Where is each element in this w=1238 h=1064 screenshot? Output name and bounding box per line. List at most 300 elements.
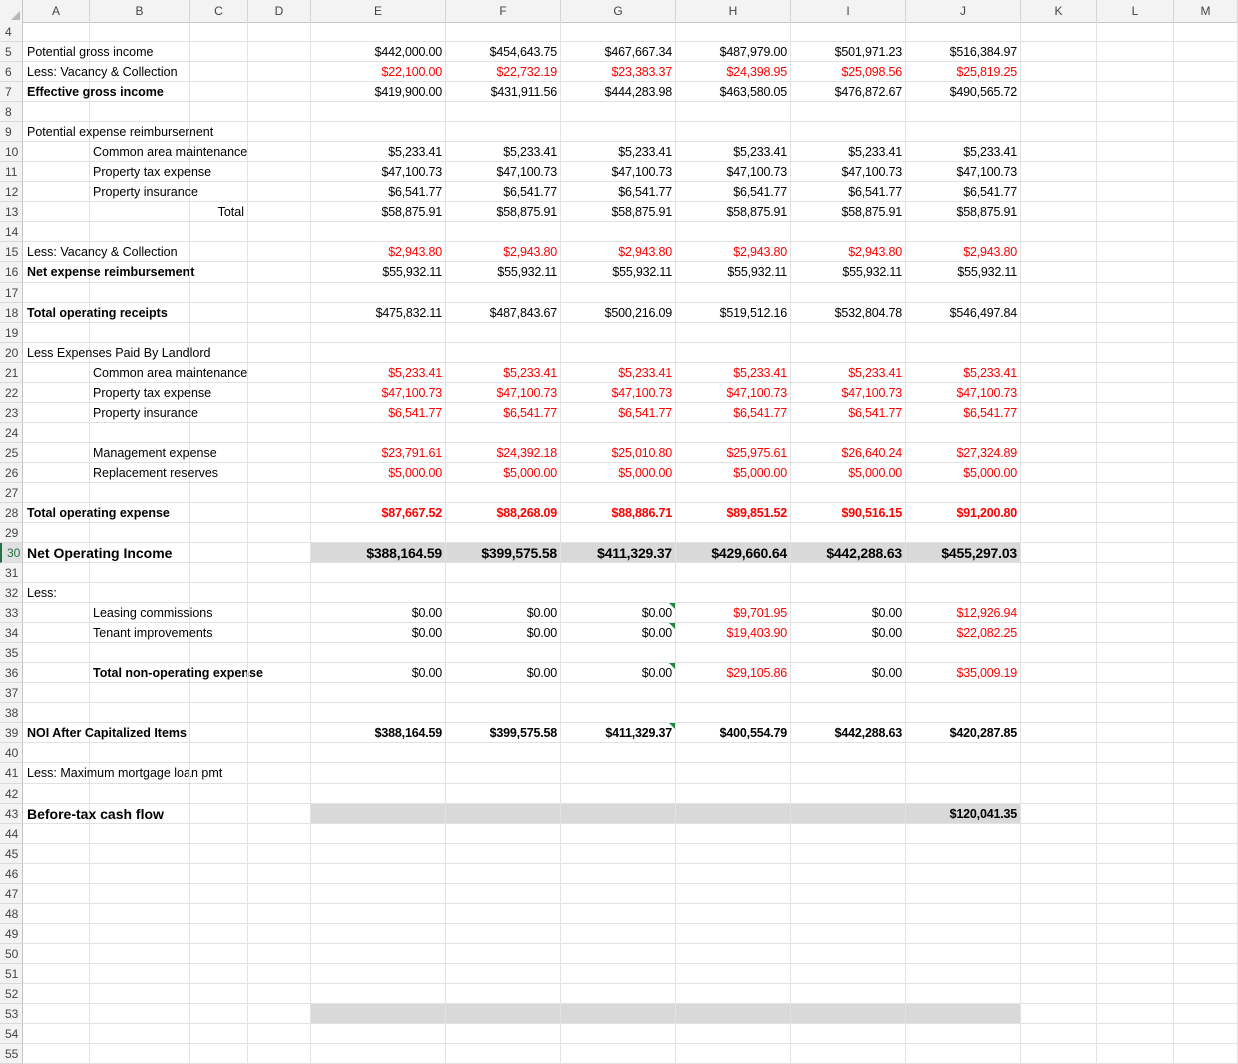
cell[interactable] <box>1021 844 1097 864</box>
cell[interactable] <box>446 984 561 1004</box>
cell[interactable] <box>1097 844 1174 864</box>
select-all-corner[interactable] <box>0 0 23 22</box>
cell[interactable] <box>23 303 168 323</box>
cell[interactable]: $500,216.09 <box>561 303 676 323</box>
row-header[interactable]: 27 <box>0 483 23 503</box>
cell[interactable] <box>248 403 311 423</box>
cell[interactable]: $5,233.41 <box>446 142 561 162</box>
cell[interactable] <box>248 603 311 623</box>
cell[interactable] <box>90 303 190 323</box>
cell[interactable]: $6,541.77 <box>311 182 446 202</box>
cell[interactable]: $5,000.00 <box>676 463 791 483</box>
cell[interactable] <box>1174 303 1238 323</box>
cell[interactable] <box>1097 423 1174 443</box>
column-header-c[interactable]: C <box>190 0 248 22</box>
cell[interactable] <box>791 864 906 884</box>
cell[interactable] <box>23 423 90 443</box>
row-header[interactable]: 26 <box>0 463 23 483</box>
row-header[interactable]: 15 <box>0 242 23 262</box>
cell[interactable] <box>1174 723 1238 743</box>
cell[interactable] <box>90 964 190 984</box>
cell[interactable] <box>311 784 446 804</box>
cell[interactable] <box>1021 683 1097 703</box>
cell[interactable] <box>561 563 676 583</box>
cell[interactable] <box>190 82 248 102</box>
cell[interactable]: $5,000.00 <box>561 463 676 483</box>
cell[interactable] <box>446 102 561 122</box>
cell[interactable] <box>1174 383 1238 403</box>
cell[interactable] <box>190 623 248 643</box>
cell[interactable] <box>1174 543 1238 563</box>
cell[interactable] <box>23 1044 90 1064</box>
cell[interactable] <box>1021 723 1097 743</box>
cell[interactable] <box>1021 703 1097 723</box>
cell[interactable] <box>311 102 446 122</box>
cell[interactable] <box>90 22 190 42</box>
cell[interactable] <box>23 483 90 503</box>
cell[interactable]: $6,541.77 <box>561 403 676 423</box>
cell[interactable] <box>1021 643 1097 663</box>
cell[interactable] <box>561 763 676 783</box>
cell[interactable] <box>1097 82 1174 102</box>
cell[interactable] <box>906 683 1021 703</box>
cell[interactable]: $25,819.25 <box>906 62 1021 82</box>
cell[interactable]: $47,100.73 <box>311 383 446 403</box>
cell[interactable] <box>248 884 311 904</box>
cell[interactable] <box>1174 824 1238 844</box>
cell[interactable] <box>190 944 248 964</box>
cell[interactable] <box>791 844 906 864</box>
cell[interactable] <box>1174 222 1238 242</box>
cell[interactable] <box>23 964 90 984</box>
cell[interactable]: $2,943.80 <box>676 242 791 262</box>
cell[interactable] <box>248 363 311 383</box>
cell[interactable] <box>248 703 311 723</box>
cell[interactable] <box>1097 42 1174 62</box>
cell[interactable] <box>1021 383 1097 403</box>
cell[interactable]: $47,100.73 <box>311 162 446 182</box>
cell[interactable] <box>446 944 561 964</box>
cell[interactable] <box>791 643 906 663</box>
cell[interactable] <box>190 242 248 262</box>
cell[interactable]: $0.00 <box>791 663 906 683</box>
cell[interactable] <box>561 583 676 603</box>
column-header-j[interactable]: J <box>906 0 1021 22</box>
cell[interactable] <box>1021 142 1097 162</box>
cell[interactable]: $90,516.15 <box>791 503 906 523</box>
row-header[interactable]: 24 <box>0 423 23 443</box>
cell[interactable] <box>90 82 190 102</box>
cell[interactable] <box>90 182 198 202</box>
cell[interactable] <box>23 743 90 763</box>
cell[interactable] <box>446 343 561 363</box>
cell[interactable] <box>23 784 90 804</box>
cell[interactable]: $47,100.73 <box>791 383 906 403</box>
cell[interactable] <box>1021 824 1097 844</box>
cell[interactable] <box>1021 343 1097 363</box>
cell[interactable]: $24,392.18 <box>446 443 561 463</box>
cell[interactable] <box>23 643 90 663</box>
cell[interactable]: Total <box>190 202 248 222</box>
cell[interactable]: $47,100.73 <box>676 162 791 182</box>
cell[interactable] <box>1097 603 1174 623</box>
cell[interactable] <box>23 62 178 82</box>
cell[interactable] <box>906 824 1021 844</box>
cell[interactable] <box>1097 723 1174 743</box>
cell[interactable] <box>90 122 190 142</box>
column-header-m[interactable]: M <box>1174 0 1238 22</box>
column-header-d[interactable]: D <box>248 0 311 22</box>
cell[interactable] <box>311 763 446 783</box>
cell[interactable] <box>1097 262 1174 282</box>
row-header[interactable]: 46 <box>0 864 23 884</box>
cell[interactable] <box>23 763 223 783</box>
cell[interactable] <box>1097 122 1174 142</box>
cell[interactable] <box>190 904 248 924</box>
cell[interactable]: $9,701.95 <box>676 603 791 623</box>
cell[interactable] <box>23 563 90 583</box>
cell[interactable]: $467,667.34 <box>561 42 676 62</box>
cell[interactable] <box>1097 463 1174 483</box>
cell[interactable] <box>23 824 90 844</box>
cell[interactable] <box>446 523 561 543</box>
cell[interactable] <box>446 763 561 783</box>
cell[interactable] <box>311 683 446 703</box>
cell[interactable] <box>190 603 248 623</box>
cell[interactable] <box>1021 102 1097 122</box>
cell[interactable] <box>1174 82 1238 102</box>
cell[interactable] <box>1021 583 1097 603</box>
cell[interactable] <box>446 283 561 303</box>
cell[interactable] <box>1097 583 1174 603</box>
cell[interactable] <box>1097 503 1174 523</box>
row-header[interactable]: 11 <box>0 162 23 182</box>
cell[interactable]: $87,667.52 <box>311 503 446 523</box>
cell[interactable]: $25,975.61 <box>676 443 791 463</box>
cell[interactable] <box>1174 62 1238 82</box>
cell[interactable] <box>446 1044 561 1064</box>
cell[interactable] <box>906 864 1021 884</box>
cell[interactable] <box>1174 703 1238 723</box>
cell[interactable] <box>248 643 311 663</box>
cell[interactable]: $55,932.11 <box>311 262 446 282</box>
cell[interactable] <box>791 784 906 804</box>
cell[interactable] <box>90 1024 190 1044</box>
cell[interactable] <box>791 884 906 904</box>
cell[interactable] <box>190 683 248 703</box>
cell[interactable] <box>1097 242 1174 262</box>
cell[interactable]: $0.00 <box>311 663 446 683</box>
cell[interactable] <box>248 483 311 503</box>
cell[interactable]: $47,100.73 <box>906 162 1021 182</box>
row-header[interactable]: 41 <box>0 763 23 783</box>
row-header[interactable]: 5 <box>0 42 23 62</box>
cell[interactable] <box>791 1024 906 1044</box>
cell[interactable] <box>23 283 90 303</box>
cell[interactable] <box>190 924 248 944</box>
row-header[interactable]: 40 <box>0 743 23 763</box>
cell[interactable] <box>90 283 190 303</box>
cell[interactable] <box>906 784 1021 804</box>
cell[interactable] <box>90 663 263 683</box>
cell[interactable] <box>446 964 561 984</box>
cell[interactable] <box>446 743 561 763</box>
cell[interactable] <box>1174 844 1238 864</box>
cell[interactable] <box>248 824 311 844</box>
cell[interactable] <box>248 563 311 583</box>
cell[interactable] <box>248 683 311 703</box>
cell[interactable] <box>1097 964 1174 984</box>
cell[interactable] <box>791 924 906 944</box>
cell[interactable]: $2,943.80 <box>791 242 906 262</box>
cell[interactable] <box>561 784 676 804</box>
cell[interactable] <box>248 723 311 743</box>
cell[interactable] <box>676 784 791 804</box>
cell[interactable] <box>311 523 446 543</box>
cell[interactable]: $5,000.00 <box>311 463 446 483</box>
cell[interactable] <box>23 884 90 904</box>
cell[interactable] <box>676 483 791 503</box>
cell[interactable] <box>23 142 90 162</box>
cell[interactable] <box>561 122 676 142</box>
cell[interactable] <box>1097 543 1174 563</box>
cell[interactable] <box>248 423 311 443</box>
cell[interactable] <box>676 683 791 703</box>
cell[interactable] <box>248 42 311 62</box>
cell[interactable] <box>248 904 311 924</box>
cell[interactable] <box>906 1004 1021 1024</box>
row-header[interactable]: 30 <box>0 543 23 563</box>
cell[interactable] <box>190 142 248 162</box>
cell[interactable] <box>1021 884 1097 904</box>
cell[interactable]: $0.00 <box>561 623 676 643</box>
row-header[interactable]: 37 <box>0 683 23 703</box>
cell[interactable]: $519,512.16 <box>676 303 791 323</box>
cell[interactable] <box>1174 242 1238 262</box>
cell[interactable] <box>1174 904 1238 924</box>
cell[interactable] <box>1097 323 1174 343</box>
row-header[interactable]: 8 <box>0 102 23 122</box>
row-header[interactable]: 39 <box>0 723 23 743</box>
row-header[interactable]: 38 <box>0 703 23 723</box>
cell[interactable] <box>1174 683 1238 703</box>
cell[interactable] <box>248 303 311 323</box>
cell[interactable] <box>1097 904 1174 924</box>
cell[interactable]: $25,010.80 <box>561 443 676 463</box>
cell[interactable] <box>1021 784 1097 804</box>
cell[interactable]: $420,287.85 <box>906 723 1021 743</box>
cell[interactable] <box>248 1024 311 1044</box>
cell[interactable]: $411,329.37 <box>561 543 676 563</box>
cell[interactable] <box>676 1024 791 1044</box>
cell[interactable] <box>1097 303 1174 323</box>
cell[interactable] <box>561 844 676 864</box>
row-header[interactable]: 49 <box>0 924 23 944</box>
cell[interactable] <box>1174 503 1238 523</box>
cell[interactable] <box>1097 483 1174 503</box>
cell[interactable] <box>190 182 248 202</box>
cell[interactable] <box>90 383 212 403</box>
cell[interactable] <box>561 924 676 944</box>
cell[interactable]: $6,541.77 <box>906 403 1021 423</box>
cell[interactable] <box>90 42 190 62</box>
cell[interactable] <box>311 1004 446 1024</box>
cell[interactable] <box>311 924 446 944</box>
cell[interactable] <box>90 603 213 623</box>
cell[interactable] <box>311 743 446 763</box>
cell[interactable]: $19,403.90 <box>676 623 791 643</box>
cell[interactable] <box>90 904 190 924</box>
cell[interactable] <box>248 202 311 222</box>
cell[interactable] <box>561 102 676 122</box>
cell[interactable] <box>1174 423 1238 443</box>
cell[interactable]: $23,383.37 <box>561 62 676 82</box>
cell[interactable] <box>248 463 311 483</box>
cell[interactable] <box>190 262 248 282</box>
cell[interactable] <box>1097 383 1174 403</box>
cell[interactable] <box>1021 283 1097 303</box>
row-header[interactable]: 18 <box>0 303 23 323</box>
cell[interactable] <box>23 683 90 703</box>
cell[interactable] <box>248 844 311 864</box>
cell[interactable] <box>1174 202 1238 222</box>
cell[interactable] <box>248 503 311 523</box>
cell[interactable] <box>1097 363 1174 383</box>
cell[interactable]: $411,329.37 <box>561 723 676 743</box>
cell[interactable] <box>1174 1024 1238 1044</box>
cell[interactable] <box>1021 483 1097 503</box>
cell[interactable] <box>1174 663 1238 683</box>
cell[interactable]: $5,000.00 <box>446 463 561 483</box>
cell[interactable] <box>676 22 791 42</box>
cell[interactable] <box>23 523 90 543</box>
cell[interactable] <box>906 763 1021 783</box>
cell[interactable] <box>906 964 1021 984</box>
cell[interactable] <box>1021 543 1097 563</box>
cell[interactable] <box>1097 623 1174 643</box>
cell[interactable] <box>248 944 311 964</box>
cell[interactable] <box>1021 1044 1097 1064</box>
cell[interactable] <box>23 804 164 824</box>
cell[interactable] <box>446 583 561 603</box>
cell[interactable] <box>190 363 248 383</box>
cell[interactable] <box>248 122 311 142</box>
cell[interactable]: $442,288.63 <box>791 543 906 563</box>
cell[interactable] <box>248 984 311 1004</box>
cell[interactable] <box>311 904 446 924</box>
cell[interactable]: $5,233.41 <box>446 363 561 383</box>
cell[interactable] <box>791 523 906 543</box>
row-header[interactable]: 33 <box>0 603 23 623</box>
cell[interactable] <box>446 643 561 663</box>
cell[interactable]: $388,164.59 <box>311 723 446 743</box>
cell[interactable] <box>190 503 248 523</box>
cell[interactable] <box>906 343 1021 363</box>
cell[interactable] <box>906 844 1021 864</box>
cell[interactable] <box>676 743 791 763</box>
cell[interactable]: $88,268.09 <box>446 503 561 523</box>
cell[interactable] <box>1174 523 1238 543</box>
cell[interactable] <box>676 824 791 844</box>
row-header[interactable]: 22 <box>0 383 23 403</box>
column-header-f[interactable]: F <box>446 0 561 22</box>
cell[interactable] <box>90 443 217 463</box>
cell[interactable] <box>190 42 248 62</box>
cell[interactable] <box>1097 924 1174 944</box>
cell[interactable] <box>23 262 195 282</box>
cell[interactable]: $47,100.73 <box>446 383 561 403</box>
cell[interactable] <box>248 222 311 242</box>
cell[interactable] <box>23 1004 90 1024</box>
cell[interactable] <box>676 844 791 864</box>
cell[interactable] <box>190 423 248 443</box>
cell[interactable] <box>248 1044 311 1064</box>
cell[interactable] <box>446 122 561 142</box>
row-header[interactable]: 42 <box>0 784 23 804</box>
cell[interactable] <box>23 583 90 603</box>
cell[interactable] <box>446 864 561 884</box>
cell[interactable] <box>446 924 561 944</box>
cell[interactable]: $444,283.98 <box>561 82 676 102</box>
cell[interactable]: $399,575.58 <box>446 723 561 743</box>
cell[interactable] <box>1021 743 1097 763</box>
cell[interactable] <box>90 623 213 643</box>
cell[interactable]: $89,851.52 <box>676 503 791 523</box>
cell[interactable] <box>248 743 311 763</box>
cell[interactable] <box>1097 202 1174 222</box>
cell[interactable] <box>23 944 90 964</box>
cell[interactable]: $22,732.19 <box>446 62 561 82</box>
cell[interactable] <box>248 543 311 563</box>
cell[interactable] <box>676 283 791 303</box>
cell[interactable] <box>561 523 676 543</box>
cell[interactable] <box>23 82 164 102</box>
cell[interactable] <box>446 703 561 723</box>
cell[interactable]: $5,233.41 <box>561 142 676 162</box>
cell[interactable] <box>1174 984 1238 1004</box>
cell[interactable] <box>561 343 676 363</box>
cell[interactable] <box>1174 804 1238 824</box>
cell[interactable]: $55,932.11 <box>906 262 1021 282</box>
cell[interactable] <box>906 563 1021 583</box>
cell[interactable] <box>791 683 906 703</box>
cell[interactable] <box>190 383 248 403</box>
cell[interactable] <box>190 723 248 743</box>
cell[interactable] <box>791 343 906 363</box>
cell[interactable] <box>676 583 791 603</box>
cell[interactable] <box>1097 743 1174 763</box>
row-header[interactable]: 14 <box>0 222 23 242</box>
cell[interactable] <box>906 222 1021 242</box>
row-header[interactable]: 13 <box>0 202 23 222</box>
cell[interactable]: $6,541.77 <box>561 182 676 202</box>
cell[interactable] <box>190 1044 248 1064</box>
cell[interactable] <box>90 162 212 182</box>
cell[interactable] <box>90 403 198 423</box>
cell[interactable] <box>1097 142 1174 162</box>
cell[interactable]: $22,082.25 <box>906 623 1021 643</box>
cell[interactable] <box>1174 483 1238 503</box>
cell[interactable] <box>1097 763 1174 783</box>
cell[interactable] <box>906 944 1021 964</box>
row-header[interactable]: 52 <box>0 984 23 1004</box>
cell[interactable] <box>561 964 676 984</box>
cell[interactable] <box>1021 262 1097 282</box>
cell[interactable] <box>1097 102 1174 122</box>
cell[interactable]: $476,872.67 <box>791 82 906 102</box>
cell[interactable] <box>90 483 190 503</box>
cell[interactable] <box>190 563 248 583</box>
